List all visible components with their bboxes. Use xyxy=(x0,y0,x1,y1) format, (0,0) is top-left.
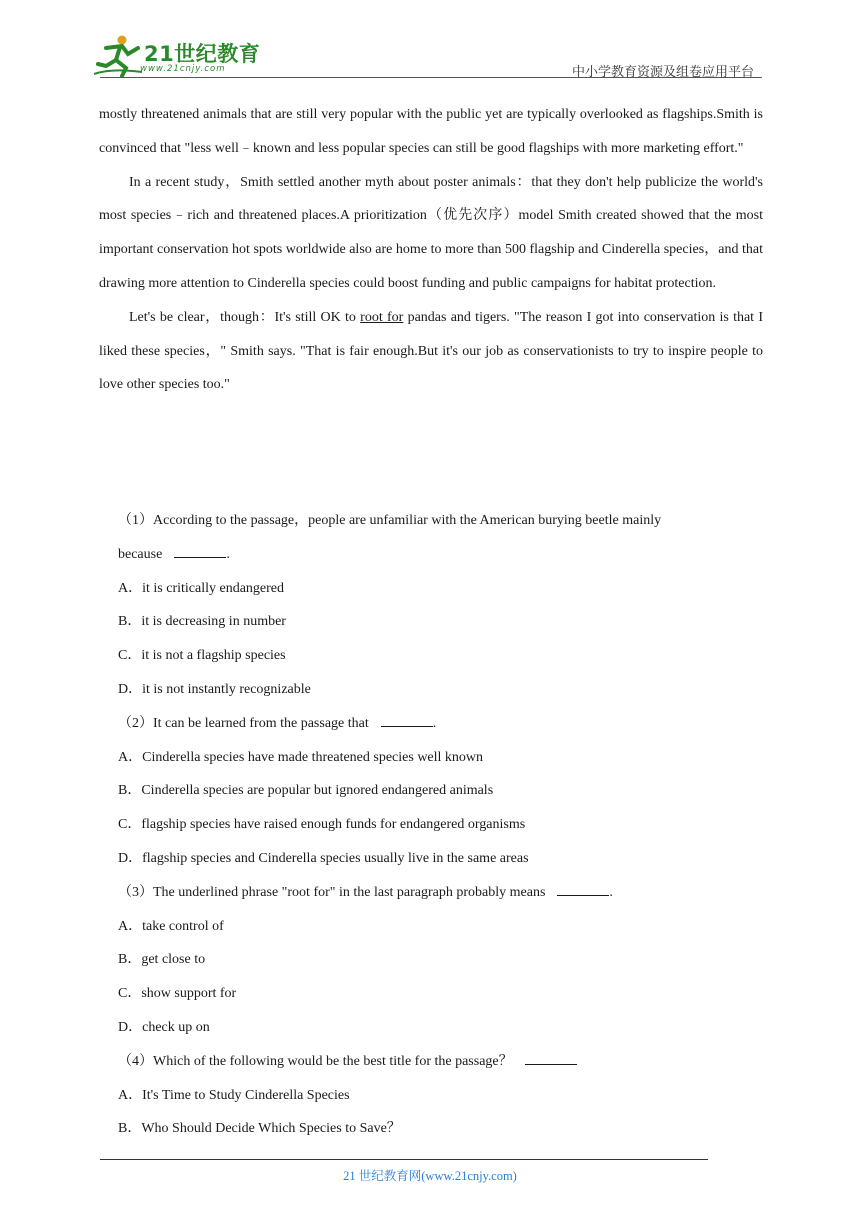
question-1-option-c[interactable]: C．it is not a flagship species xyxy=(118,648,286,664)
question-4 xyxy=(118,1045,763,1146)
question-1-stem-line1: （1）According to the passage，people are unfamiliar with the American burying beetle mainly xyxy=(118,513,662,528)
header-divider xyxy=(100,77,762,78)
underlined-phrase: root for xyxy=(360,309,404,325)
question-1 xyxy=(118,504,763,707)
logo-url: www.21cnjy.com xyxy=(140,64,226,74)
passage-paragraph-1: mostly threatened animals that are still very popular with the public yet are typically overlooked as flagships.Smith is convinced that "less well﹣known and less popular species can still be good flagships with more marketing effort." xyxy=(99,107,763,156)
passage-paragraph-2: In a recent study，Smith settled another myth about poster animals：that they don't help publicize the world's most species﹣rich and threatened places.A prioritization（优先次序）model Smith created showed that the most important conservation hot spots worldwide also are home to more than 500 flagship and Cinderella species，and that drawing more attention to Cinderella species could boost funding and public campaigns for habitat protection. xyxy=(99,174,763,291)
question-2-option-a[interactable]: A．Cinderella species have made threatened species well known xyxy=(118,749,484,765)
question-2-option-b[interactable]: B．Cinderella species are popular but ignored endangered animals xyxy=(118,783,494,799)
question-4-option-a[interactable]: A．It's Time to Study Cinderella Species xyxy=(118,1087,350,1103)
site-logo[interactable] xyxy=(92,34,262,78)
answer-blank[interactable] xyxy=(525,1052,577,1065)
passage-p3-after: pandas and tigers. "The reason I got into conservation is that I liked these species，" Smith says. "That is fair enough.But it's our job as conservationists to try to inspire people to love other species too." xyxy=(99,309,763,393)
question-1-option-b[interactable]: B．it is decreasing in number xyxy=(118,614,286,630)
question-3-option-d[interactable]: D．check up on xyxy=(118,1019,210,1035)
runner-logo-icon xyxy=(92,34,146,78)
question-3-option-b[interactable]: B．get close to xyxy=(118,952,206,968)
platform-title: 中小学教育资源及组卷应用平台 xyxy=(571,65,754,80)
question-1-option-a[interactable]: A．it is critically endangered xyxy=(118,580,284,596)
questions-section xyxy=(118,504,763,1146)
question-3-stem: （3）The underlined phrase "root for" in the last paragraph probably means . xyxy=(118,884,613,900)
passage-paragraph-3 xyxy=(99,301,763,402)
question-3-option-c[interactable]: C．show support for xyxy=(118,986,237,1002)
question-3 xyxy=(118,876,763,1045)
page-header xyxy=(0,0,860,80)
question-2 xyxy=(118,707,763,876)
question-1-option-d[interactable]: D．it is not instantly recognizable xyxy=(118,681,311,697)
question-2-stem: （2）It can be learned from the passage that . xyxy=(118,715,437,731)
answer-blank[interactable] xyxy=(174,545,226,558)
answer-blank[interactable] xyxy=(557,883,609,896)
reading-passage xyxy=(99,98,763,402)
footer-divider xyxy=(100,1159,708,1160)
answer-blank[interactable] xyxy=(381,714,433,727)
logo-text: 21世纪教育 xyxy=(144,42,261,66)
question-4-stem: （4）Which of the following would be the best title for the passage？ xyxy=(118,1045,763,1079)
question-2-option-c[interactable]: C．flagship species have raised enough funds for endangered organisms xyxy=(118,817,526,833)
footer-link[interactable]: 21 世纪教育网(www.21cnjy.com) xyxy=(343,1169,517,1183)
question-3-option-a[interactable]: A．take control of xyxy=(118,918,224,934)
question-1-stem-line2: because . xyxy=(118,546,230,562)
question-4-option-b[interactable]: B．Who Should Decide Which Species to Save？ xyxy=(118,1121,401,1137)
question-2-option-d[interactable]: D．flagship species and Cinderella species usually live in the same areas xyxy=(118,850,529,866)
passage-p3-before: Let's be clear，though：It's still OK to xyxy=(129,309,361,325)
